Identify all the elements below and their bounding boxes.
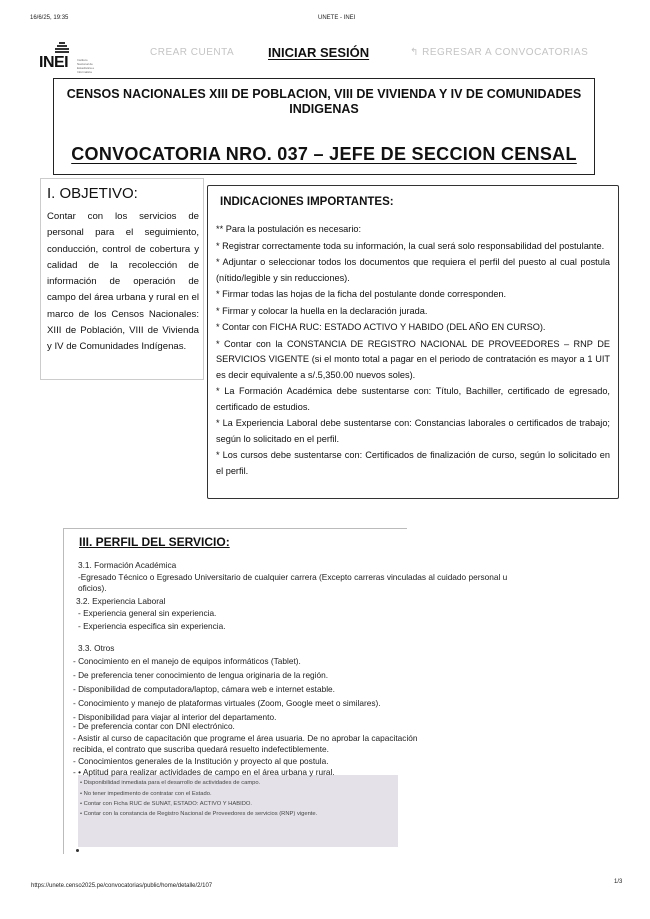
- indication-item: * Firmar todas las hojas de la ficha del postulante donde corresponden.: [216, 289, 507, 299]
- experience-item: - Experiencia especifica sin experiencia.: [78, 621, 226, 631]
- others-small-item: • Disponibilidad inmediata para el desarrollo de actividades de campo.: [80, 780, 261, 786]
- others-item: - • Aptitud para realizar actividades de campo en el área urbana y rural.: [73, 767, 335, 777]
- indication-item: * Contar con FICHA RUC: ESTADO ACTIVO Y HABIDO (DEL AÑO EN CURSO).: [216, 322, 546, 332]
- create-account-link[interactable]: CREAR CUENTA: [150, 47, 235, 58]
- others-item: - De preferencia tener conocimiento de lengua originaria de la región.: [73, 670, 329, 680]
- others-item: - De preferencia contar con DNI electrónico.: [73, 721, 235, 731]
- census-title: CENSOS NACIONALES XIII DE POBLACION, VIII DE VIVIENDA Y IV DE COMUNIDADES INDIGENAS: [66, 87, 582, 116]
- indication-item: ** Para la postulación es necesario:: [216, 224, 362, 234]
- important-indications-section: [207, 185, 619, 499]
- indication-item: * Registrar correctamente toda su información, la cual será solo responsabilidad del postulante.: [216, 240, 605, 251]
- others-item: - Asistir al curso de capacitación que programe el área usuaria. De no aprobar la capacitación recibida, el contrato que suscriba quedará resuelto indefectiblemente.: [73, 733, 418, 754]
- bullet-dot: [76, 849, 79, 852]
- login-link[interactable]: INICIAR SESIÓN: [268, 45, 370, 60]
- others-title: 3.3. Otros: [78, 643, 115, 653]
- indications-heading: INDICACIONES IMPORTANTES:: [220, 196, 394, 208]
- objective-text: Contar con los servicios de personal para el seguimiento, conducción, control de cobertura y calidad de la recolección de información de operación de campo del área urbana y rural en el marco de los Censos Nacionales: XIII de Población, VIII de Vivienda y IV de Comunidades Indígenas.: [47, 211, 199, 353]
- print-url: https://unete.censo2025.pe/convocatorias/public/home/detalle/2/107: [31, 883, 213, 889]
- indication-item: * Firmar y colocar la huella en la declaración jurada.: [216, 305, 428, 316]
- academic-title: 3.1. Formación Académica: [78, 560, 177, 570]
- others-item: - Conocimiento y manejo de plataformas virtuales (Zoom, Google meet o similares).: [73, 698, 381, 708]
- experience-title: 3.2. Experiencia Laboral: [76, 596, 166, 606]
- logo-subtitle: Instituto Nacional de Estadística e Informática: [77, 58, 95, 74]
- logo-text: INEI: [39, 54, 69, 71]
- indication-item: * Contar con la CONSTANCIA DE REGISTRO NACIONAL DE PROVEEDORES – RNP DE SERVICIOS VIGENTE (si el monto total a pagar en el periodo de contratación es mayor a 1 UIT es decir equivalente a s/.5,350.00 nuevos soles).: [216, 338, 610, 380]
- back-to-calls-link[interactable]: ↰ REGRESAR A CONVOCATORIAS: [410, 47, 589, 58]
- logo-mark-icon: [55, 42, 69, 54]
- indications-list: [216, 222, 610, 480]
- indication-item: * La Experiencia Laboral debe sustentarse con: Constancias laborales o certificados de trabajo; según lo solicitado en el perfil.: [216, 418, 610, 444]
- others-small-item: • Contar con la constancia de Registro Nacional de Proveedores de servicios (RNP) vigente.: [80, 811, 318, 817]
- call-title-text: CONVOCATORIA NRO. 037 – JEFE DE SECCION CENSAL: [71, 144, 577, 164]
- others-small-item: • Contar con Ficha RUC de SUNAT, ESTADO: ACTIVO Y HABIDO.: [80, 801, 253, 807]
- academic-text: -Egresado Técnico o Egresado Universitario de cualquier carrera (Excepto carreras vinculadas al cuidado personal u oficios).: [78, 572, 508, 593]
- indication-item: * Los cursos debe sustentarse con: Certificados de finalización de curso, según lo solicitado en el perfil.: [216, 450, 610, 476]
- indication-item: * Adjuntar o seleccionar todos los documentos que requiera el perfil del puesto al cual postula (nítido/legible y sin reducciones).: [216, 257, 610, 283]
- objective-section: [40, 178, 204, 380]
- call-title: [54, 144, 594, 165]
- title-box: [53, 78, 595, 175]
- print-datetime: 16/6/25, 19:35: [30, 15, 69, 21]
- experience-item: - Experiencia general sin experiencia.: [78, 608, 217, 618]
- others-item: - Disponibilidad para viajar al interior del departamento.: [73, 712, 277, 722]
- others-item: - Conocimientos generales de la Institución y proyecto al que postula.: [73, 756, 329, 766]
- others-small-item: • No tener impedimento de contratar con el Estado.: [80, 791, 212, 797]
- inei-logo[interactable]: [37, 42, 97, 74]
- print-page-number: 1/3: [614, 879, 623, 885]
- others-item: - Conocimiento en el manejo de equipos informáticos (Tablet).: [73, 656, 301, 666]
- objective-heading: I. OBJETIVO:: [47, 185, 138, 202]
- indication-item: * La Formación Académica debe sustentarse con: Título, Bachiller, certificado de egresado, certificado de estudios.: [216, 386, 610, 412]
- others-item: - Disponibilidad de computadora/laptop, cámara web e internet estable.: [73, 684, 335, 694]
- profile-heading: III. PERFIL DEL SERVICIO:: [79, 535, 230, 549]
- print-site-title: UNETE - INEI: [318, 15, 356, 21]
